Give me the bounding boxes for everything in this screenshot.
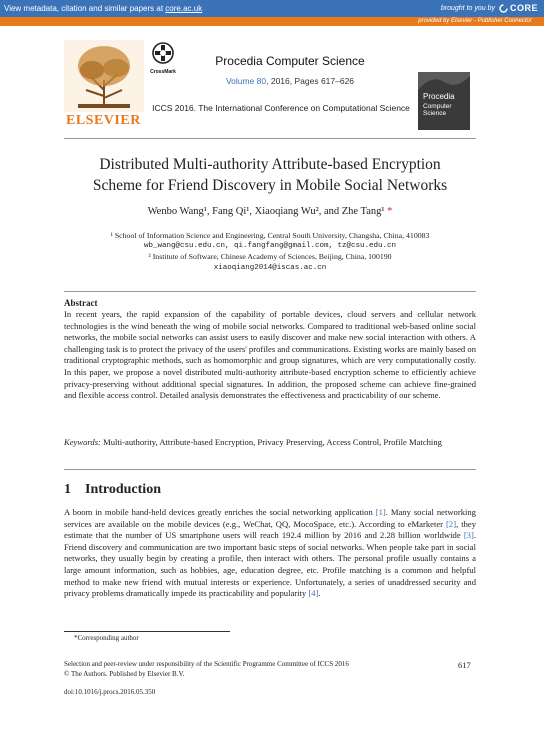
core-banner xyxy=(0,0,544,17)
journal-header xyxy=(180,54,400,86)
body-part1: A boom in mobile hand-held devices greatly enriches the social networking application xyxy=(64,507,376,517)
body-part4: . Friend discovery and communication are two important basic steps of social networks. When people take part in social networks, they usually begin by creating a profile, then interact with others. The personal profile usually contains a large amount information, such as hobbies, age, education degree, etc. Profile matching is a common and helpful method to make new friend with mutual interests or experience. Unfortunately, a series of unaddressed security and privacy problems dramatically impede its practicability and popularity xyxy=(64,530,476,599)
section-heading xyxy=(64,482,161,498)
journal-volume xyxy=(180,76,400,86)
paper-title xyxy=(64,154,476,196)
cover-subtitle xyxy=(423,103,452,117)
brought-by-text: brought to you by xyxy=(440,4,495,12)
core-banner-right xyxy=(441,3,538,13)
citation-link-1[interactable]: [1] xyxy=(375,507,386,517)
section-body xyxy=(64,507,476,600)
provider-banner xyxy=(0,17,544,26)
core-link[interactable]: core.ac.uk xyxy=(165,4,203,13)
body-part3: , they estimate that the number of US smartphone users will reach 192.4 million by 2016 and 2.28 billion worldwide xyxy=(64,518,477,541)
affiliation-1: ¹ School of Information Science and Engineering, Central South University, Changsha, China, 410083 xyxy=(110,231,430,240)
volume-link[interactable]: Volume 80 xyxy=(225,76,267,86)
abstract-text: In recent years, the rapid expansion of the capability of portable devices, cloud servers and cellular network technologies is the wind beneath the wing of mobile social networks. Compared to traditional web-based online social networks, the mobile social networks can assist users to easily discover and make new social interaction with others. A challenging task is to protect the privacy of the users' profiles and communications. Existing works are mainly based on traditional cryptographic methods, such as homomorphic and group signatures, which are very computationally costly. In this paper, we propose a novel distributed multi-authority attribute-based encryption scheme to efficiently achieve privacy-preserving without additional special signatures. In addition, the proposed scheme can achieve fine-grained and flexible access control. Detailed analysis demonstrates the effectiveness and practicability of our scheme. xyxy=(64,309,476,401)
page-number: 617 xyxy=(458,660,471,670)
footer-copyright: © The Authors. Published by Elsevier B.V. xyxy=(64,669,185,678)
crossmark-label: CrossMark xyxy=(150,69,176,75)
authors-list: Wenbo Wang¹, Fang Qi¹, Xiaoqiang Wu², and Zhe Tang¹ xyxy=(147,206,385,217)
keywords xyxy=(64,437,476,449)
footer-text xyxy=(64,660,444,679)
header-divider xyxy=(64,138,476,139)
provider-text: provided by Elsevier - Publisher Connector xyxy=(418,18,532,24)
affiliation-2-email: xiaoqiang2014@iscas.ac.cn xyxy=(213,264,327,272)
crossmark-icon xyxy=(152,42,174,64)
citation-link-3[interactable]: [3] xyxy=(463,530,474,541)
journal-cover xyxy=(418,72,470,130)
cover-graphic-icon xyxy=(418,72,470,90)
cover-line3: Science xyxy=(423,110,447,117)
section-title: Introduction xyxy=(85,482,161,497)
journal-name: Procedia Computer Science xyxy=(215,54,365,68)
affiliation-1-emails: wb_wang@csu.edu.cn, qi.fangfang@gmail.com, tz@csu.edu.cn xyxy=(143,242,397,250)
paper-authors xyxy=(64,206,476,217)
paper-title-line2: Scheme for Friend Discovery in Mobile Social Networks xyxy=(92,177,448,194)
section-number: 1 xyxy=(64,482,71,497)
cover-line2: Computer xyxy=(423,103,452,110)
corresponding-author-mark[interactable]: * xyxy=(387,206,393,217)
crossmark-badge[interactable] xyxy=(148,42,178,75)
citation-link-4[interactable]: [4] xyxy=(308,588,319,599)
keywords-list: Multi-authority, Attribute-based Encryption, Privacy Preserving, Access Control, Profile Matching xyxy=(103,437,442,447)
abstract-heading: Abstract xyxy=(64,298,98,308)
core-logo[interactable] xyxy=(499,3,538,13)
abstract-top-divider xyxy=(64,291,476,292)
core-logo-icon xyxy=(499,4,508,13)
footnote-divider xyxy=(64,631,230,632)
footer-peer-review: Selection and peer-review under responsibility of the Scientific Programme Committee of ICCS 2016 xyxy=(64,660,349,668)
doi[interactable]: doi:10.1016/j.procs.2016.05.350 xyxy=(64,688,156,696)
keywords-label: Keywords: xyxy=(64,437,101,447)
conference-name: ICCS 2016. The International Conference on Computational Science xyxy=(152,103,410,113)
paper-title-line1: Distributed Multi-authority Attribute-based Encryption xyxy=(99,156,441,173)
core-banner-left xyxy=(4,4,202,13)
citation-link-2[interactable]: [2] xyxy=(446,518,457,529)
core-banner-text: View metadata, citation and similar papers at xyxy=(4,4,164,13)
body-part5: . xyxy=(318,588,321,599)
volume-pages: , 2016, Pages 617–626 xyxy=(266,76,355,86)
core-logo-label: CORE xyxy=(509,3,538,13)
cover-title: Procedia xyxy=(423,92,455,101)
publisher-logo-text: ELSEVIER xyxy=(66,113,141,128)
footnote: *Corresponding author xyxy=(74,634,139,642)
body-part2: . Many social networking services are available on the mobile devices (e.g., WeChat, QQ, MocoSpace, etc.). According to eMarketer xyxy=(64,507,476,529)
abstract-bottom-divider xyxy=(64,469,476,470)
affiliation-2: ² Institute of Software, Chinese Academy of Sciences, Beijing, China, 100190 xyxy=(148,252,392,261)
